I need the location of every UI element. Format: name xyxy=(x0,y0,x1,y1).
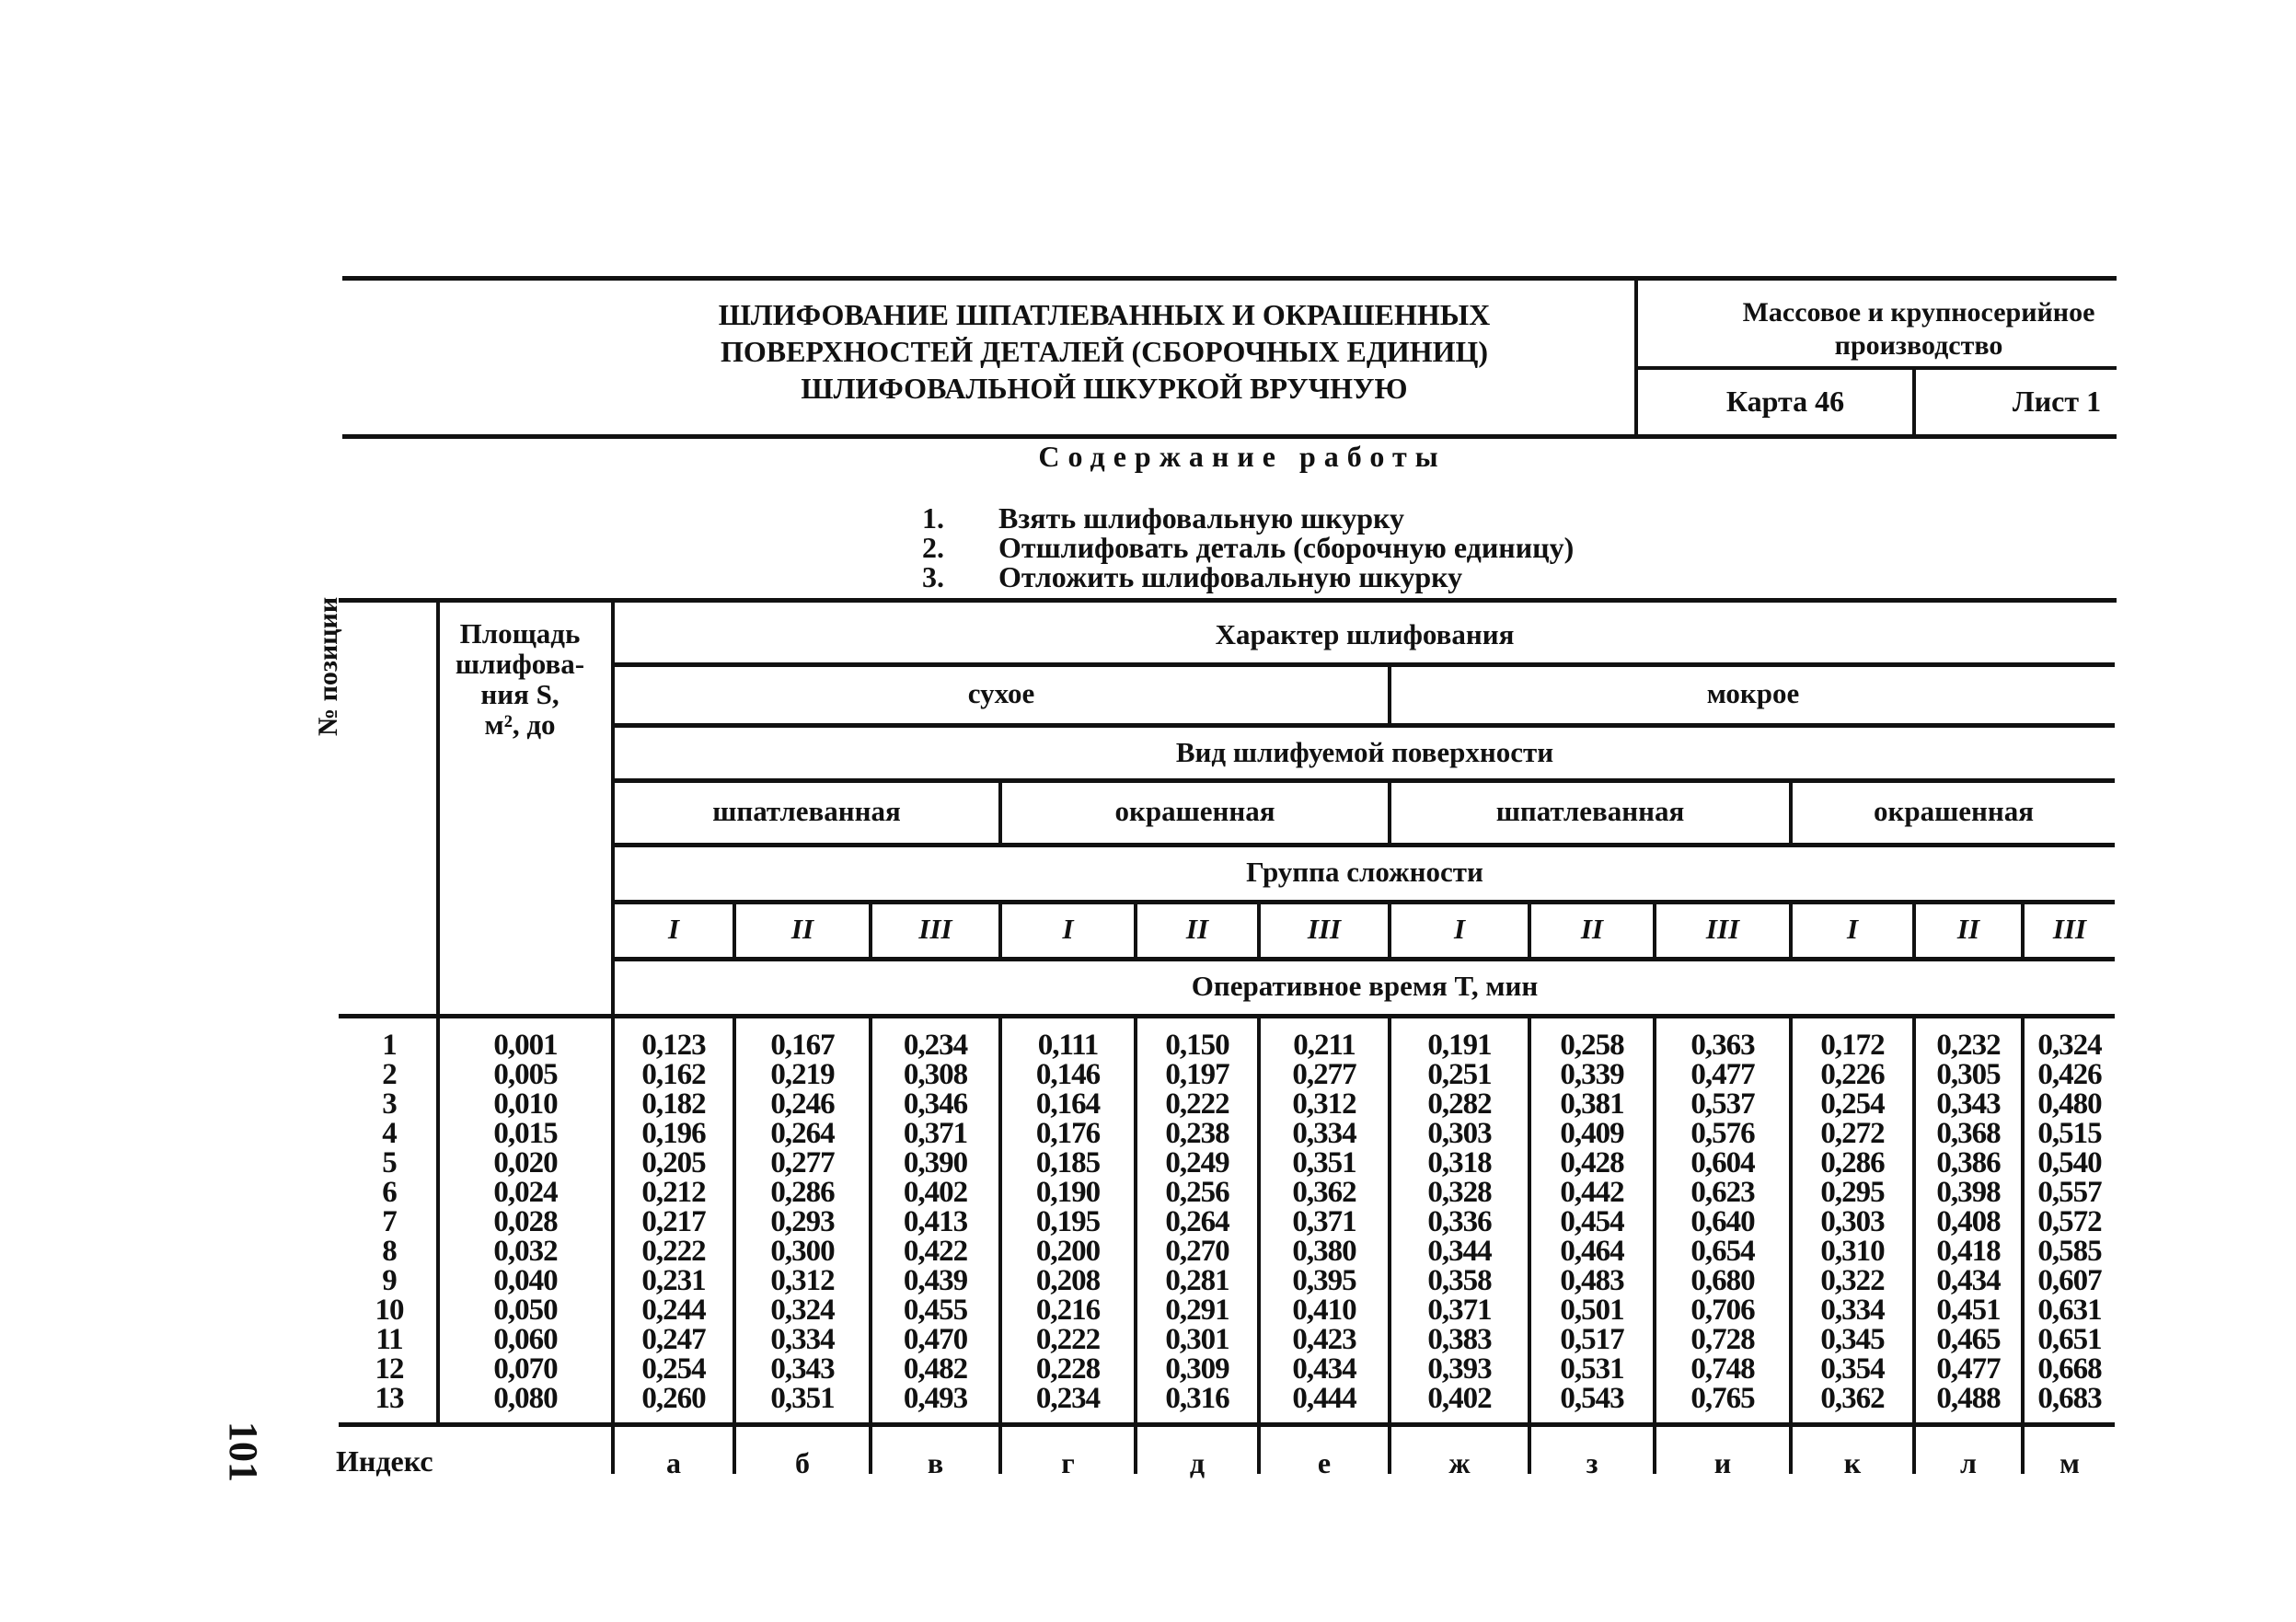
table-cell: 0,251 xyxy=(1427,1058,1492,1091)
table-cell: 0,282 xyxy=(1427,1087,1492,1121)
table-cell: 0,531 xyxy=(1560,1352,1624,1386)
table-cell: 0,123 xyxy=(641,1029,706,1062)
table-cell: 0,254 xyxy=(641,1352,706,1386)
table-cell: 0,371 xyxy=(1292,1205,1356,1238)
table-cell: 0,604 xyxy=(1690,1146,1755,1179)
table-cell: 0,316 xyxy=(1165,1382,1229,1415)
step-number: 2. xyxy=(922,531,944,564)
table-top-rule xyxy=(339,598,2117,603)
table-cell: 0,343 xyxy=(1936,1087,2001,1121)
table-cell: 0,190 xyxy=(1035,1176,1101,1209)
table-cell: 0,309 xyxy=(1165,1352,1229,1386)
table-cell: 0,386 xyxy=(1936,1146,2001,1179)
time-column-b xyxy=(736,1030,869,1413)
index-cell: в xyxy=(927,1446,944,1479)
complexity-group-header: Группа сложности xyxy=(1246,856,1483,888)
time-column-a xyxy=(615,1030,733,1413)
group-label: III xyxy=(2052,913,2087,945)
index-cell: д xyxy=(1189,1446,1206,1479)
table-cell: 4 xyxy=(382,1117,397,1150)
table-cell: 0,060 xyxy=(493,1323,558,1356)
table-cell: 0,351 xyxy=(770,1382,835,1415)
table-cell: 0,295 xyxy=(1820,1176,1885,1209)
table-cell: 0,208 xyxy=(1035,1264,1101,1297)
table-cell: 0,040 xyxy=(493,1264,558,1297)
title-line: ПОВЕРХНОСТЕЙ ДЕТАЛЕЙ (СБОРОЧНЫХ ЕДИНИЦ) xyxy=(720,335,1489,368)
rule-surface xyxy=(615,843,2115,847)
index-cell: м xyxy=(2059,1446,2080,1479)
table-cell: 0,390 xyxy=(903,1146,968,1179)
table-cell: 11 xyxy=(375,1323,403,1356)
time-column-g xyxy=(1002,1030,1134,1413)
table-cell: 0,383 xyxy=(1427,1323,1492,1356)
table-cell: 0,631 xyxy=(2037,1294,2102,1327)
table-cell: 0,303 xyxy=(1820,1205,1885,1238)
table-cell: 0,277 xyxy=(1292,1058,1356,1091)
sheet-number: Лист 1 xyxy=(2012,385,2102,418)
table-cell: 0,748 xyxy=(1690,1352,1755,1386)
table-cell: 0,291 xyxy=(1165,1294,1229,1327)
table-cell: 0,281 xyxy=(1165,1264,1229,1297)
table-cell: 0,010 xyxy=(493,1087,558,1121)
table-cell: 0,028 xyxy=(493,1205,558,1238)
table-cell: 0,336 xyxy=(1427,1205,1492,1238)
table-cell: 0,222 xyxy=(1035,1323,1101,1356)
table-cell: 0,200 xyxy=(1035,1235,1101,1268)
table-cell: 0,167 xyxy=(770,1029,835,1062)
table-cell: 0,444 xyxy=(1292,1382,1356,1415)
table-cell: 0,234 xyxy=(1035,1382,1101,1415)
table-cell: 0,001 xyxy=(493,1029,558,1062)
index-label: Индекс xyxy=(336,1444,433,1478)
table-cell: 0,238 xyxy=(1165,1117,1229,1150)
table-cell: 10 xyxy=(375,1294,404,1327)
table-cell: 0,196 xyxy=(641,1117,706,1150)
table-cell: 9 xyxy=(382,1264,397,1297)
table-cell: 0,182 xyxy=(641,1087,706,1121)
table-cell: 0,680 xyxy=(1690,1264,1755,1297)
table-cell: 0,465 xyxy=(1936,1323,2001,1356)
work-content-title: Содержание работы xyxy=(1038,440,1447,473)
table-cell: 0,668 xyxy=(2037,1352,2102,1386)
table-cell: 0,470 xyxy=(903,1323,968,1356)
table-cell: 0,217 xyxy=(641,1205,706,1238)
table-cell: 0,020 xyxy=(493,1146,558,1179)
table-cell: 0,345 xyxy=(1820,1323,1885,1356)
table-cell: 0,162 xyxy=(641,1058,706,1091)
time-column-m xyxy=(2025,1030,2115,1413)
time-column-zh xyxy=(1391,1030,1528,1413)
table-cell: 0,380 xyxy=(1292,1235,1356,1268)
group-label: II xyxy=(1580,913,1604,945)
table-cell: 0,197 xyxy=(1165,1058,1229,1091)
table-cell: 0,185 xyxy=(1035,1146,1101,1179)
table-cell: 0,607 xyxy=(2037,1264,2102,1297)
table-cell: 0,422 xyxy=(903,1235,968,1268)
index-cell: к xyxy=(1843,1446,1862,1479)
table-cell: 0,247 xyxy=(641,1323,706,1356)
table-cell: 0,483 xyxy=(1560,1264,1624,1297)
table-cell: 0,434 xyxy=(1936,1264,2001,1297)
table-cell: 7 xyxy=(382,1205,397,1238)
index-cell: ж xyxy=(1448,1446,1471,1479)
table-cell: 0,423 xyxy=(1292,1323,1356,1356)
position-header: № позиции xyxy=(313,596,343,736)
operative-time-header: Оперативное время T, мин xyxy=(1191,970,1539,1002)
table-cell: 0,070 xyxy=(493,1352,558,1386)
table-cell: 0,623 xyxy=(1690,1176,1755,1209)
table-cell: 0,346 xyxy=(903,1087,968,1121)
table-cell: 0,428 xyxy=(1560,1146,1624,1179)
index-cell: з xyxy=(1586,1446,1598,1479)
time-column-k xyxy=(1793,1030,1912,1413)
table-cell: 0,501 xyxy=(1560,1294,1624,1327)
table-cell: 0,402 xyxy=(1427,1382,1492,1415)
table-cell: 0,493 xyxy=(903,1382,968,1415)
card-number: Карта 46 xyxy=(1725,385,1845,418)
table-cell: 0,228 xyxy=(1035,1352,1101,1386)
table-cell: 0,312 xyxy=(770,1264,835,1297)
group-label: II xyxy=(1956,913,1980,945)
table-cell: 0,371 xyxy=(903,1117,968,1150)
table-cell: 0,418 xyxy=(1936,1235,2001,1268)
time-column-l xyxy=(1916,1030,2021,1413)
table-cell: 0,249 xyxy=(1165,1146,1229,1179)
wet-header: мокрое xyxy=(1706,677,1800,709)
table-cell: 0,191 xyxy=(1427,1029,1492,1062)
table-cell: 0,211 xyxy=(1293,1029,1356,1062)
table-cell: 0,408 xyxy=(1936,1205,2001,1238)
positions-column xyxy=(342,1030,436,1413)
table-cell: 0,477 xyxy=(1690,1058,1755,1091)
production-line: Массовое и крупносерийное xyxy=(1742,297,2095,328)
table-cell: 0,334 xyxy=(770,1323,835,1356)
table-cell: 0,256 xyxy=(1165,1176,1229,1209)
table-cell: 0,393 xyxy=(1427,1352,1492,1386)
index-cell: л xyxy=(1960,1446,1977,1479)
table-cell: 0,312 xyxy=(1292,1087,1356,1121)
table-cell: 0,226 xyxy=(1820,1058,1885,1091)
table-cell: 0,362 xyxy=(1292,1176,1356,1209)
rule-complexity xyxy=(615,900,2115,904)
table-cell: 0,517 xyxy=(1560,1323,1624,1356)
group-label: II xyxy=(790,913,814,945)
table-cell: 0,212 xyxy=(641,1176,706,1209)
table-cell: 13 xyxy=(375,1382,404,1415)
title-line: ШЛИФОВАНИЕ ШПАТЛЕВАННЫХ И ОКРАШЕННЫХ xyxy=(718,298,1491,331)
table-cell: 0,222 xyxy=(641,1235,706,1268)
index-cell: а xyxy=(666,1446,681,1479)
table-cell: 0,270 xyxy=(1165,1235,1229,1268)
table-cell: 0,395 xyxy=(1292,1264,1356,1297)
table-cell: 0,454 xyxy=(1560,1205,1624,1238)
table-cell: 12 xyxy=(375,1352,404,1386)
table-cell: 0,381 xyxy=(1560,1087,1624,1121)
index-cell: г xyxy=(1061,1446,1075,1479)
table-cell: 0,305 xyxy=(1936,1058,2001,1091)
step-text: Взять шлифовальную шкурку xyxy=(998,501,1405,535)
rule-data-bottom xyxy=(339,1422,2115,1427)
table-cell: 0,654 xyxy=(1690,1235,1755,1268)
table-cell: 0,651 xyxy=(2037,1323,2102,1356)
card-title xyxy=(552,296,1656,407)
table-cell: 0,683 xyxy=(2037,1382,2102,1415)
surface-type-header: Вид шлифуемой поверхности xyxy=(1175,736,1554,768)
table-cell: 0,300 xyxy=(770,1235,835,1268)
group-label: I xyxy=(1062,913,1074,945)
index-cell: б xyxy=(795,1446,810,1479)
areas-column xyxy=(440,1030,611,1413)
step-text: Отшлифовать деталь (сборочную единицу) xyxy=(998,531,1575,564)
table-cell: 0,371 xyxy=(1427,1294,1492,1327)
table-cell: 0,277 xyxy=(770,1146,835,1179)
table-cell: 0,343 xyxy=(770,1352,835,1386)
table-cell: 0,232 xyxy=(1936,1029,2001,1062)
area-header-line: м², до xyxy=(484,708,556,741)
table-cell: 0,308 xyxy=(903,1058,968,1091)
table-cell: 0,205 xyxy=(641,1146,706,1179)
table-cell: 0,176 xyxy=(1035,1117,1101,1150)
table-cell: 0,328 xyxy=(1427,1176,1492,1209)
table-cell: 0,286 xyxy=(1820,1146,1885,1179)
table-cell: 0,537 xyxy=(1690,1087,1755,1121)
table-cell: 0,482 xyxy=(903,1352,968,1386)
rule-dry-wet xyxy=(615,723,2115,728)
painted-header: окрашенная xyxy=(1114,795,1275,827)
table-cell: 5 xyxy=(382,1146,397,1179)
index-cell: и xyxy=(1713,1446,1732,1479)
table-cell: 0,413 xyxy=(903,1205,968,1238)
table-cell: 0,402 xyxy=(903,1176,968,1209)
table-cell: 0,363 xyxy=(1690,1029,1755,1062)
table-cell: 0,024 xyxy=(493,1176,558,1209)
table-cell: 0,339 xyxy=(1560,1058,1624,1091)
table-cell: 0,172 xyxy=(1820,1029,1885,1062)
table-cell: 0,572 xyxy=(2037,1205,2102,1238)
rule-surface-type xyxy=(615,778,2115,783)
table-cell: 0,434 xyxy=(1292,1352,1356,1386)
table-cell: 3 xyxy=(382,1087,397,1121)
table-cell: 0,480 xyxy=(2037,1087,2102,1121)
table-cell: 0,222 xyxy=(1165,1087,1229,1121)
time-column-v xyxy=(872,1030,998,1413)
table-cell: 0,324 xyxy=(2037,1029,2102,1062)
table-cell: 0,310 xyxy=(1820,1235,1885,1268)
title-line: ШЛИФОВАЛЬНОЙ ШКУРКОЙ ВРУЧНУЮ xyxy=(801,372,1408,405)
table-cell: 0,455 xyxy=(903,1294,968,1327)
header-bottom-rule xyxy=(342,434,2117,439)
group-label: III xyxy=(1307,913,1342,945)
step-number: 3. xyxy=(922,560,944,593)
table-cell: 0,264 xyxy=(770,1117,835,1150)
table-cell: 8 xyxy=(382,1235,397,1268)
table-cell: 0,301 xyxy=(1165,1323,1229,1356)
table-cell: 0,264 xyxy=(1165,1205,1229,1238)
table-cell: 0,351 xyxy=(1292,1146,1356,1179)
table-cell: 0,557 xyxy=(2037,1176,2102,1209)
step-number: 1. xyxy=(922,501,944,535)
production-type xyxy=(1647,296,2190,362)
area-header-line: шлифова- xyxy=(455,648,585,680)
table-cell: 0,543 xyxy=(1560,1382,1624,1415)
table-cell: 0,231 xyxy=(641,1264,706,1297)
dry-header: сухое xyxy=(967,677,1035,709)
page-number: 101 xyxy=(221,1421,266,1482)
table-cell: 0,015 xyxy=(493,1117,558,1150)
table-cell: 6 xyxy=(382,1176,397,1209)
group-label: I xyxy=(1846,913,1859,945)
table-cell: 0,576 xyxy=(1690,1117,1755,1150)
area-header-line: Площадь xyxy=(459,617,581,650)
puttied-header: шпатлеванная xyxy=(712,795,901,827)
table-cell: 0,585 xyxy=(2037,1235,2102,1268)
table-cell: 0,032 xyxy=(493,1235,558,1268)
table-cell: 0,244 xyxy=(641,1294,706,1327)
group-label: II xyxy=(1185,913,1209,945)
table-cell: 0,146 xyxy=(1035,1058,1101,1091)
time-column-e xyxy=(1261,1030,1388,1413)
table-cell: 0,260 xyxy=(641,1382,706,1415)
table-cell: 1 xyxy=(382,1029,397,1062)
table-cell: 0,540 xyxy=(2037,1146,2102,1179)
top-rule xyxy=(342,276,2117,281)
table-cell: 0,246 xyxy=(770,1087,835,1121)
table-cell: 0,234 xyxy=(903,1029,968,1062)
table-cell: 0,286 xyxy=(770,1176,835,1209)
table-cell: 0,706 xyxy=(1690,1294,1755,1327)
table-cell: 0,426 xyxy=(2037,1058,2102,1091)
table-cell: 0,164 xyxy=(1035,1087,1101,1121)
table-cell: 0,358 xyxy=(1427,1264,1492,1297)
table-cell: 0,254 xyxy=(1820,1087,1885,1121)
table-cell: 0,111 xyxy=(1037,1029,1099,1062)
table-cell: 0,150 xyxy=(1165,1029,1229,1062)
table-cell: 0,322 xyxy=(1820,1264,1885,1297)
production-line: производство xyxy=(1834,330,2003,361)
table-cell: 0,324 xyxy=(770,1294,835,1327)
rule-character xyxy=(615,662,2115,667)
rule-header-bottom xyxy=(339,1014,2115,1018)
step-text: Отложить шлифовальную шкурку xyxy=(998,560,1463,593)
group-label: III xyxy=(918,913,952,945)
painted-header: окрашенная xyxy=(1873,795,2035,827)
index-cell: е xyxy=(1317,1446,1332,1479)
table-cell: 0,195 xyxy=(1035,1205,1101,1238)
table-cell: 0,005 xyxy=(493,1058,558,1091)
table-cell: 0,362 xyxy=(1820,1382,1885,1415)
area-header-line: ния S, xyxy=(480,678,560,710)
rule-groups xyxy=(615,957,2115,961)
table-cell: 0,354 xyxy=(1820,1352,1885,1386)
time-column-d xyxy=(1137,1030,1257,1413)
time-column-z xyxy=(1531,1030,1653,1413)
production-rule xyxy=(1636,366,2117,370)
table-cell: 0,410 xyxy=(1292,1294,1356,1327)
group-label: I xyxy=(667,913,680,945)
grinding-character-header: Характер шлифования xyxy=(1215,618,1515,650)
table-cell: 0,368 xyxy=(1936,1117,2001,1150)
table-cell: 0,640 xyxy=(1690,1205,1755,1238)
table-cell: 0,272 xyxy=(1820,1117,1885,1150)
table-cell: 0,219 xyxy=(770,1058,835,1091)
table-cell: 0,728 xyxy=(1690,1323,1755,1356)
table-cell: 0,303 xyxy=(1427,1117,1492,1150)
puttied-header: шпатлеванная xyxy=(1495,795,1685,827)
table-cell: 0,451 xyxy=(1936,1294,2001,1327)
table-cell: 0,344 xyxy=(1427,1235,1492,1268)
table-cell: 0,216 xyxy=(1035,1294,1101,1327)
table-cell: 0,334 xyxy=(1292,1117,1356,1150)
table-cell: 0,442 xyxy=(1560,1176,1624,1209)
table-cell: 0,318 xyxy=(1427,1146,1492,1179)
time-column-i xyxy=(1656,1030,1789,1413)
table-cell: 0,258 xyxy=(1560,1029,1624,1062)
table-cell: 0,477 xyxy=(1936,1352,2001,1386)
table-cell: 0,464 xyxy=(1560,1235,1624,1268)
table-cell: 0,439 xyxy=(903,1264,968,1297)
table-cell: 0,398 xyxy=(1936,1176,2001,1209)
table-cell: 0,050 xyxy=(493,1294,558,1327)
table-cell: 0,334 xyxy=(1820,1294,1885,1327)
table-cell: 0,515 xyxy=(2037,1117,2102,1150)
table-cell: 0,488 xyxy=(1936,1382,2001,1415)
area-header xyxy=(451,618,589,740)
table-cell: 0,293 xyxy=(770,1205,835,1238)
table-cell: 0,409 xyxy=(1560,1117,1624,1150)
table-cell: 0,765 xyxy=(1690,1382,1755,1415)
table-cell: 0,080 xyxy=(493,1382,558,1415)
table-cell: 2 xyxy=(382,1058,397,1091)
group-label: I xyxy=(1453,913,1466,945)
group-label: III xyxy=(1705,913,1740,945)
